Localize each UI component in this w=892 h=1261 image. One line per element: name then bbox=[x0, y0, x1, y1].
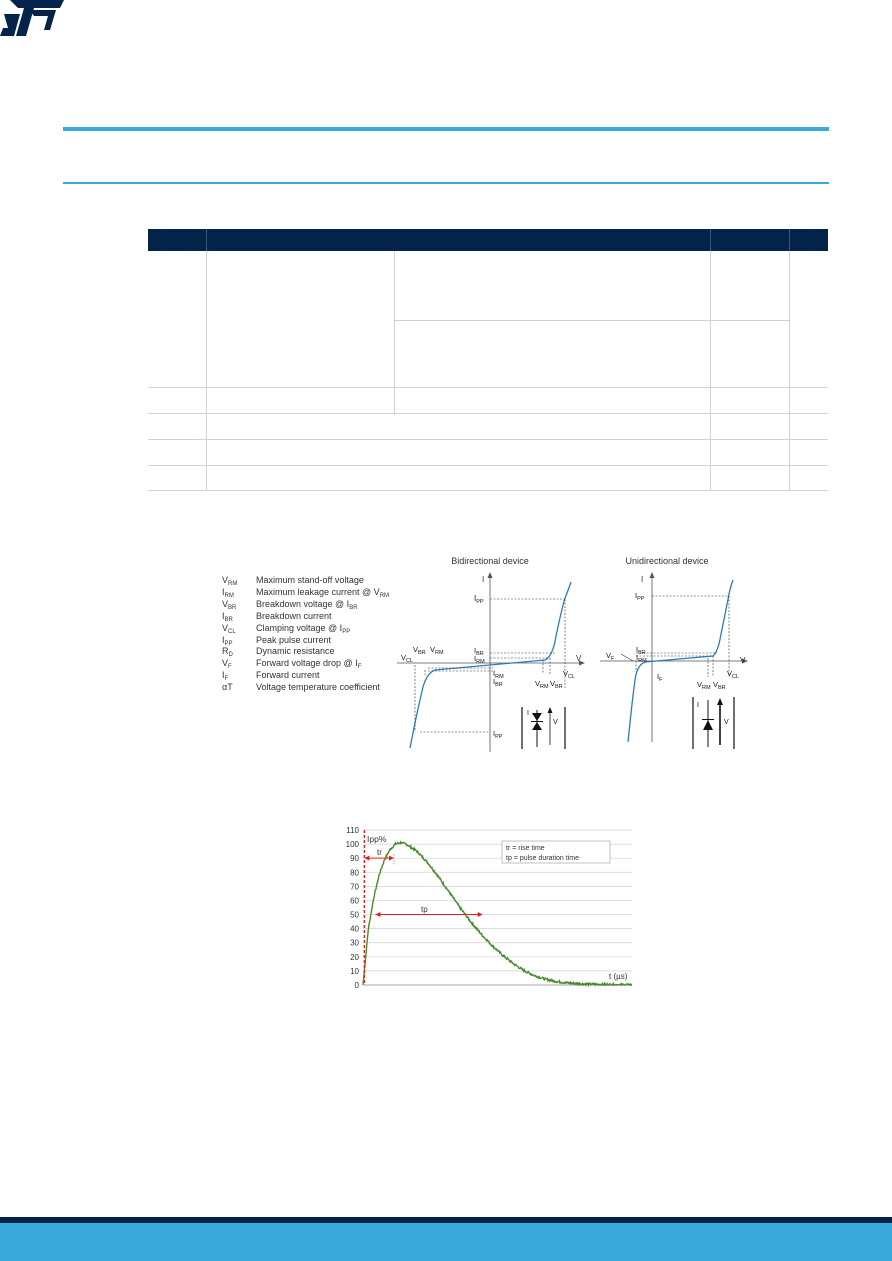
y-tick-label: 70 bbox=[350, 882, 359, 892]
legend-symbol: $I_F$ bbox=[222, 670, 229, 683]
legend-symbol: $I_{BR}$ bbox=[222, 610, 233, 623]
unidirectional-title: Unidirectional device bbox=[625, 556, 709, 566]
header-rule bbox=[63, 127, 829, 131]
legend-description: Dynamic resistance bbox=[256, 646, 335, 657]
y-tick-label: 60 bbox=[350, 896, 359, 906]
svg-text:IBR: $I_{BR}$ bbox=[474, 646, 484, 657]
svg-text:V: V bbox=[740, 656, 746, 665]
svg-text:tr = rise time: tr = rise time bbox=[506, 845, 545, 852]
svg-text:IRM: $I_{RM}$ bbox=[493, 669, 504, 680]
legend-description: Forward voltage drop @ $I_F$ bbox=[256, 658, 362, 671]
svg-text:VBR: $V_{BR}$ bbox=[713, 680, 726, 691]
y-axis-ticks bbox=[346, 826, 360, 990]
svg-text:VRM: $V_{RM}$ bbox=[697, 680, 711, 691]
y-tick-label: 40 bbox=[350, 924, 359, 934]
legend-symbol: $V_{RM}$ bbox=[222, 575, 238, 587]
svg-text:IBR: $I_{BR}$ bbox=[636, 645, 646, 656]
svg-text:IPP: $I_{PP}$ bbox=[474, 594, 484, 605]
y-axis-label: Ipp% bbox=[367, 834, 387, 844]
svg-text:IPP: $I_{PP}$ bbox=[635, 591, 645, 602]
svg-text:IPP: $I_{PP}$ bbox=[493, 729, 503, 740]
y-tick-label: 10 bbox=[350, 966, 359, 976]
svg-text:I: I bbox=[527, 710, 529, 717]
legend-symbol: $V_F$ bbox=[222, 658, 232, 671]
svg-text:tp = pulse duration time: tp = pulse duration time bbox=[506, 855, 579, 862]
st-logo bbox=[0, 0, 64, 36]
svg-text:VBR: $V_{BR}$ bbox=[550, 679, 563, 690]
svg-text:VCL: $V_{CL}$ bbox=[401, 653, 414, 664]
y-tick-label: 90 bbox=[350, 854, 359, 864]
legend-description: Voltage temperature coefficient bbox=[256, 682, 380, 693]
y-tick-label: 30 bbox=[350, 938, 359, 948]
tp-label: tp bbox=[421, 905, 428, 914]
svg-text:IBR: $I_{BR}$ bbox=[493, 677, 503, 688]
pulse-waveform-chart bbox=[330, 822, 636, 994]
svg-text:V: V bbox=[553, 719, 558, 726]
legend-box bbox=[502, 841, 610, 863]
svg-text:VCL: $V_{CL}$ bbox=[727, 669, 740, 680]
legend-symbol: $I_{RM}$ bbox=[222, 586, 234, 599]
x-axis-label: t (µs) bbox=[609, 972, 628, 981]
legend-description: Maximum stand-off voltage bbox=[256, 575, 364, 585]
legend-symbol: $V_{CL}$ bbox=[222, 622, 236, 635]
parameter-legend bbox=[222, 575, 402, 695]
legend-symbol: $V_{BR}$ bbox=[222, 598, 237, 611]
table-header bbox=[148, 229, 828, 251]
legend-description: Breakdown current bbox=[256, 610, 332, 621]
svg-text:V: V bbox=[576, 654, 582, 663]
svg-text:IF: $I_F$ bbox=[657, 672, 663, 683]
bidirectional-title: Bidirectional device bbox=[451, 556, 529, 566]
legend-description: Maximum leakage current @ $V_{RM}$ bbox=[256, 586, 390, 599]
y-tick-label: 20 bbox=[350, 952, 359, 962]
legend-description: Breakdown voltage @ $I_{BR}$ bbox=[256, 598, 358, 611]
legend-symbol: $R_D$ bbox=[222, 646, 233, 659]
y-tick-label: 100 bbox=[345, 840, 359, 850]
tr-label: tr bbox=[377, 848, 382, 857]
ratings-table bbox=[148, 229, 828, 491]
footer-band bbox=[0, 1223, 892, 1261]
svg-text:VF: $V_F$ bbox=[606, 651, 615, 662]
section-rule bbox=[63, 182, 829, 184]
y-tick-label: 80 bbox=[350, 868, 359, 878]
y-tick-label: 0 bbox=[354, 981, 359, 990]
svg-text:VRM: $V_{RM}$ bbox=[430, 645, 444, 656]
bidirectional-iv-curve bbox=[410, 582, 571, 748]
legend-symbol: αT bbox=[222, 682, 233, 693]
legend-description: Clamping voltage @ $I_{PP}$ bbox=[256, 622, 351, 635]
svg-text:I: I bbox=[482, 575, 485, 584]
svg-text:IRM: $I_{RM}$ bbox=[474, 654, 485, 665]
svg-text:VBR: $V_{BR}$ bbox=[413, 645, 426, 656]
legend-symbol: $I_{PP}$ bbox=[222, 634, 233, 647]
legend-description: Forward current bbox=[256, 670, 320, 681]
pulse-curve bbox=[363, 842, 632, 985]
y-tick-label: 50 bbox=[350, 910, 359, 920]
iv-characteristic-figure bbox=[395, 552, 755, 752]
svg-text:VRM: $V_{RM}$ bbox=[535, 679, 549, 690]
svg-text:I: I bbox=[641, 575, 644, 584]
svg-text:I: I bbox=[697, 702, 699, 709]
legend-description: Peak pulse current bbox=[256, 634, 332, 645]
svg-text:VCL: $V_{CL}$ bbox=[563, 669, 576, 680]
svg-text:V: V bbox=[724, 719, 729, 726]
svg-text:IRM: $I_{RM}$ bbox=[636, 653, 647, 664]
y-tick-label: 110 bbox=[346, 826, 359, 835]
unidirectional-axes bbox=[600, 572, 748, 742]
